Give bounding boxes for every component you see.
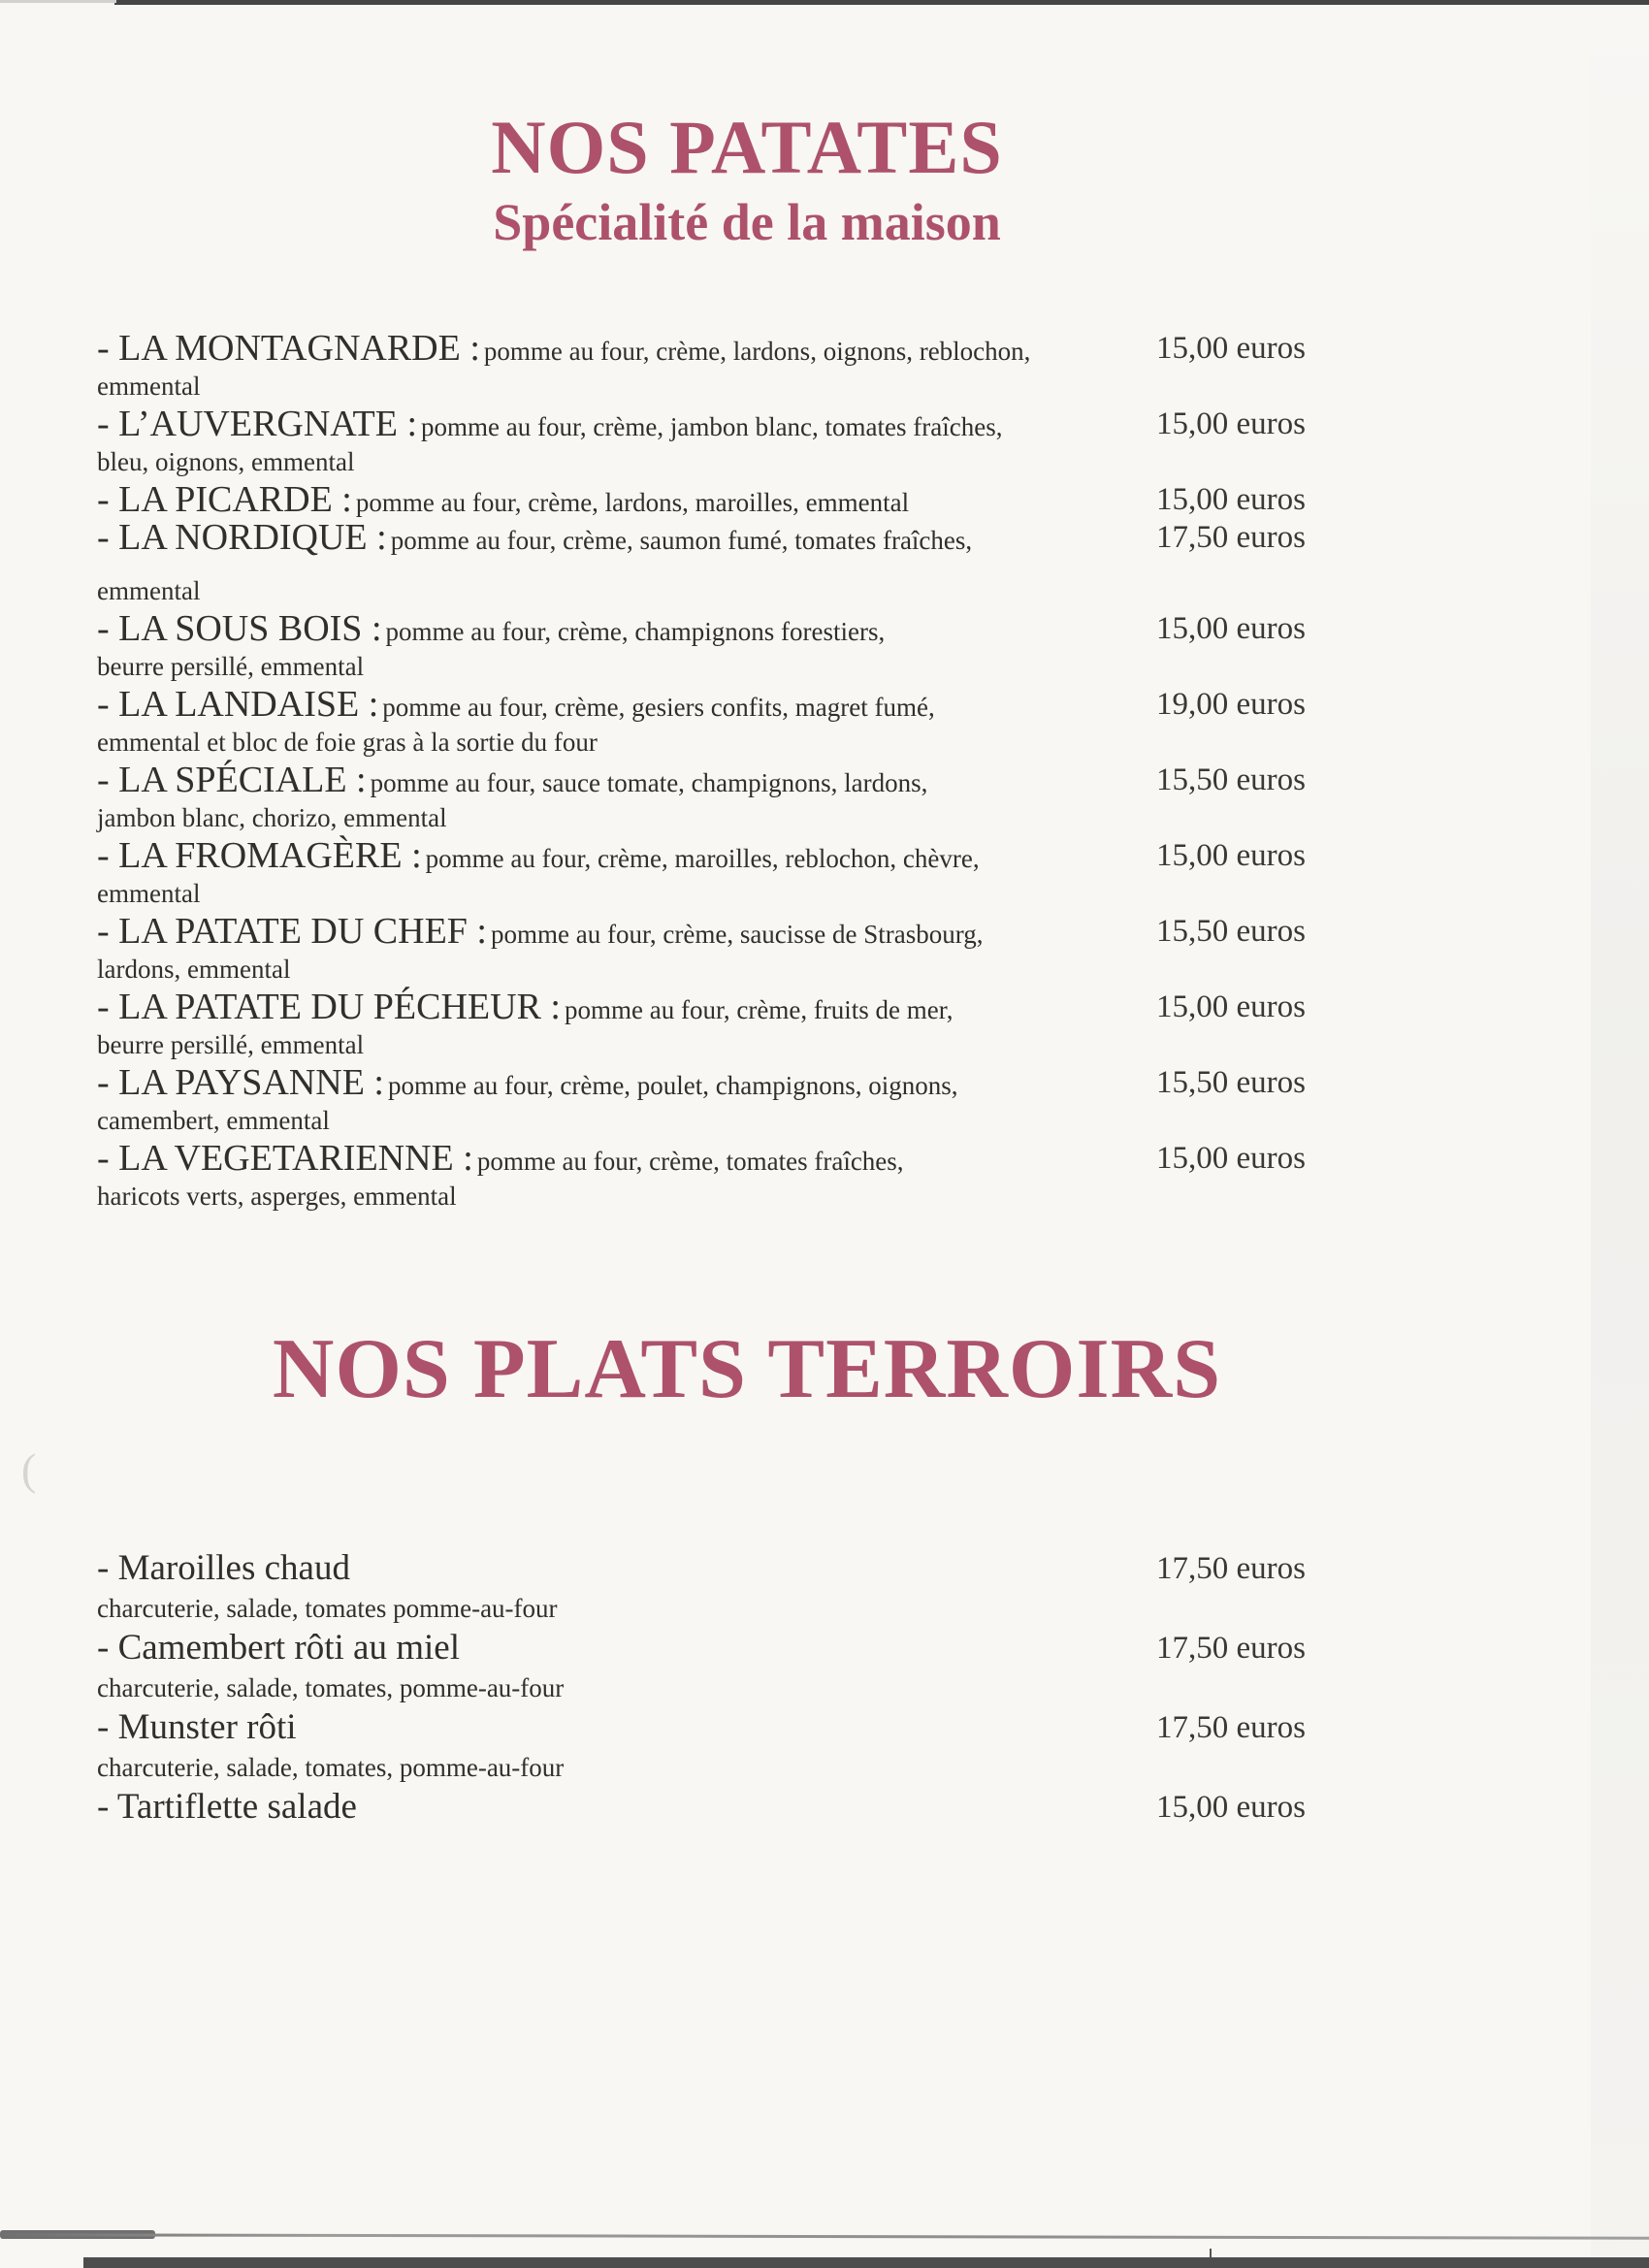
dish-name: - LA PATATE DU PÉCHEUR : (97, 987, 561, 1027)
dish-ingredients: pomme au four, crème, champignons forestiers, (385, 617, 886, 646)
dish-price: 15,00 euros (1156, 838, 1306, 873)
menu-item-line (97, 1547, 1649, 1590)
dish-ingredients-continued: emmental (97, 576, 201, 605)
dish-name: - Tartiflette salade (97, 1787, 357, 1827)
menu-item-line (97, 1064, 1649, 1102)
dish-name: - LA PAYSANNE : (97, 1062, 384, 1103)
dish-name: - LA FROMAGÈRE : (97, 835, 422, 876)
dish-ingredients: pomme au four, crème, lardons, maroilles, emmental (355, 488, 910, 517)
dish-sides: charcuterie, salade, tomates pomme-au-four (97, 1594, 558, 1623)
section-title-patates: NOS PATATES (491, 105, 1003, 189)
menu-item-line (97, 1627, 1649, 1669)
dish-price: 15,50 euros (1156, 914, 1306, 949)
menu-item-line (97, 1786, 1649, 1829)
dish-price: 15,00 euros (1156, 611, 1306, 646)
dish-name: - LA SPÉCIALE : (97, 760, 367, 800)
dish-price: 15,00 euros (1156, 406, 1306, 441)
dish-price: 17,50 euros (1156, 1631, 1306, 1666)
menu-item-line (97, 837, 1649, 875)
dish-name: - Maroilles chaud (97, 1548, 350, 1588)
menu-item-line (97, 761, 1649, 799)
dish-ingredients: pomme au four, crème, poulet, champignons, oignons, (387, 1071, 958, 1100)
dish-ingredients: pomme au four, crème, saumon fumé, tomates fraîches, (390, 526, 973, 555)
dish-ingredients-continued: beurre persillé, emmental (97, 652, 365, 681)
dish-price: 15,00 euros (1156, 1790, 1306, 1825)
dish-name: - LA MONTAGNARDE : (97, 328, 480, 369)
menu-item-patate-du-pecheur (97, 988, 1649, 1064)
dish-ingredients-continued: jambon blanc, chorizo, emmental (97, 803, 447, 832)
dish-ingredients: pomme au four, crème, maroilles, reblochon, chèvre, (425, 844, 980, 873)
dish-name: - LA PATATE DU CHEF : (97, 911, 487, 952)
menu-item-tartiflette-salade (97, 1786, 1649, 1829)
dish-ingredients: pomme au four, crème, tomates fraîches, (476, 1147, 904, 1176)
dish-sides: charcuterie, salade, tomates, pomme-au-four (97, 1673, 565, 1702)
dish-ingredients-continued: haricots verts, asperges, emmental (97, 1182, 457, 1211)
section-subtitle-patates: Spécialité de la maison (493, 193, 1001, 251)
menu-item-picarde (97, 481, 1649, 519)
menu-item-munster-roti (97, 1706, 1649, 1786)
scan-top-edge (114, 0, 1649, 5)
patates-item-list (0, 330, 1649, 1215)
menu-item-line (97, 405, 1649, 443)
dish-name: - Munster rôti (97, 1707, 297, 1747)
scan-bottom-line (0, 2233, 1649, 2240)
menu-item-fromagere (97, 837, 1649, 913)
dish-ingredients: pomme au four, crème, saucisse de Strasbourg, (491, 920, 984, 949)
scan-bottom-band (83, 2257, 1649, 2268)
section-title-plats-terroirs: NOS PLATS TERROIRS (272, 1322, 1222, 1416)
dish-ingredients-continued: beurre persillé, emmental (97, 1030, 365, 1059)
menu-item-line (97, 481, 1649, 519)
dish-name: - LA NORDIQUE : (97, 517, 387, 558)
dish-ingredients: pomme au four, crème, lardons, oignons, reblochon, (483, 337, 1031, 366)
dish-name: - LA SOUS BOIS : (97, 608, 382, 649)
menu-item-vegetarienne (97, 1140, 1649, 1215)
menu-item-line (97, 330, 1649, 368)
menu-item-line (97, 1140, 1649, 1178)
menu-item-landaise (97, 686, 1649, 761)
dish-ingredients: pomme au four, sauce tomate, champignons, lardons, (370, 768, 928, 797)
dish-price: 15,50 euros (1156, 1065, 1306, 1100)
dish-ingredients-continued: emmental (97, 372, 201, 401)
dish-ingredients: pomme au four, crème, fruits de mer, (565, 995, 954, 1024)
dish-price: 15,00 euros (1156, 1141, 1306, 1176)
menu-item-paysanne (97, 1064, 1649, 1140)
terroirs-item-list (0, 1547, 1649, 1829)
dish-ingredients-continued: emmental (97, 879, 201, 908)
dish-name: - LA PICARDE : (97, 479, 352, 520)
dish-name: - L’AUVERGNATE : (97, 404, 418, 444)
menu-item-nordique (97, 519, 1649, 610)
dish-ingredients-continued: emmental et bloc de foie gras à la sortie du four (97, 728, 598, 757)
menu-item-camembert-roti (97, 1627, 1649, 1706)
dish-ingredients: pomme au four, crème, jambon blanc, tomates fraîches, (421, 412, 1003, 441)
menu-item-line (97, 686, 1649, 724)
dish-price: 17,50 euros (1156, 520, 1306, 555)
dish-price: 15,00 euros (1156, 482, 1306, 517)
dish-ingredients-continued: lardons, emmental (97, 955, 291, 984)
dish-ingredients-continued: camembert, emmental (97, 1106, 330, 1135)
scan-smudge-artifact: ( (21, 1444, 37, 1494)
dish-price: 15,00 euros (1156, 331, 1306, 366)
dish-name: - Camembert rôti au miel (97, 1628, 460, 1668)
menu-item-montagnarde (97, 330, 1649, 405)
menu-item-auvergnate (97, 405, 1649, 481)
menu-item-line (97, 1706, 1649, 1749)
dish-name: - LA LANDAISE : (97, 684, 379, 725)
dish-name: - LA VEGETARIENNE : (97, 1138, 473, 1179)
menu-item-patate-du-chef (97, 913, 1649, 988)
menu-item-speciale (97, 761, 1649, 837)
dish-price: 15,50 euros (1156, 762, 1306, 797)
menu-item-maroilles-chaud (97, 1547, 1649, 1627)
dish-price: 17,50 euros (1156, 1551, 1306, 1586)
dish-price: 19,00 euros (1156, 687, 1306, 722)
menu-item-sous-bois (97, 610, 1649, 686)
menu-item-line (97, 610, 1649, 648)
menu-item-line (97, 519, 1649, 557)
dish-ingredients: pomme au four, crème, gesiers confits, magret fumé, (382, 693, 935, 722)
dish-ingredients-continued: bleu, oignons, emmental (97, 447, 355, 476)
dish-price: 17,50 euros (1156, 1710, 1306, 1745)
dish-price: 15,00 euros (1156, 989, 1306, 1024)
dish-sides: charcuterie, salade, tomates, pomme-au-four (97, 1753, 565, 1782)
menu-item-line (97, 913, 1649, 951)
menu-item-line (97, 988, 1649, 1026)
scan-top-edge-fade (0, 0, 116, 3)
